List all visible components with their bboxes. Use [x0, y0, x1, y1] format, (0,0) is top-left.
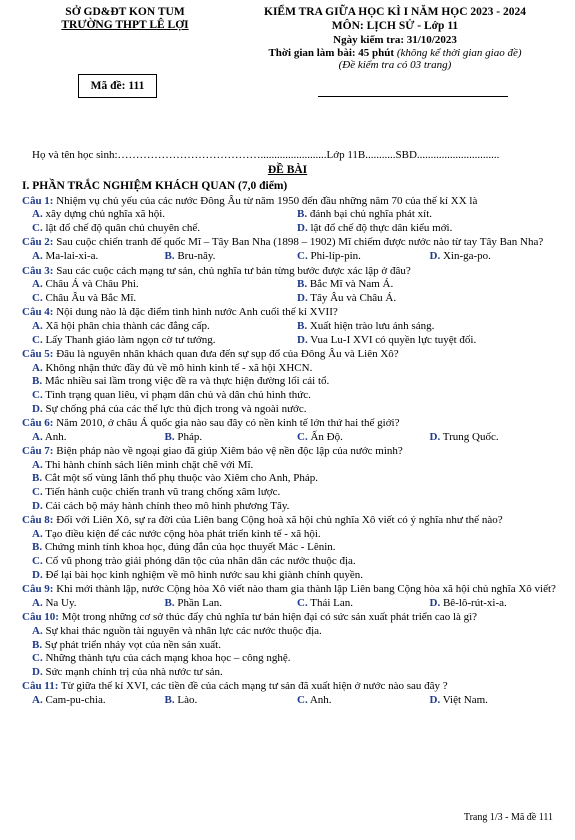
- option-text: Những thành tựu của cách mạng khoa học – công nghệ.: [45, 652, 291, 665]
- question-stem: [22, 611, 562, 625]
- option-text: Sự chống phá của các thế lực thù địch trong và ngoài nước.: [45, 402, 307, 415]
- option-letter: D.: [32, 568, 43, 581]
- option-letter: B.: [164, 430, 175, 443]
- option-text: Cổ vũ phong trào giải phóng dân tộc của nhân dân các nước thuộc địa.: [45, 555, 356, 568]
- option-letter: D.: [32, 499, 43, 512]
- option-d: [430, 597, 563, 611]
- option-letter: B.: [164, 596, 175, 609]
- option-text: Cắt một số vùng lãnh thổ phụ thuộc vào Xiêm cho Anh, Pháp.: [44, 472, 318, 485]
- question-stem: [22, 348, 562, 362]
- question-text: Từ giữa thế kỉ XVI, các tiền đề của cách mạng tư sản đã xuất hiện ở nước nào sau đây ?: [58, 680, 448, 693]
- subject: MÔN: LỊCH SỬ - Lớp 11: [331, 20, 459, 32]
- option-letter: C.: [32, 486, 43, 499]
- question-text: Sau cuộc chiến tranh đế quốc Mĩ – Tây Ban Nha (1898 – 1902) Mĩ chiếm được nước nào từ tay Tây Ban Nha?: [53, 236, 544, 249]
- question-9: [22, 583, 562, 610]
- option-a: [22, 528, 562, 542]
- question-stem: [22, 514, 562, 528]
- question-stem: [22, 583, 562, 597]
- options-row: [22, 431, 562, 445]
- options-row: [22, 250, 562, 264]
- option-text: Chứng minh tính khoa học, đúng đắn của học thuyết Mác - Lênin.: [44, 541, 336, 554]
- option-c: [32, 292, 297, 306]
- option-b: [165, 694, 298, 708]
- option-b: [297, 320, 562, 334]
- exam-title: KIỂM TRA GIỮA HỌC KÌ I NĂM HỌC 2023 - 2024: [264, 6, 526, 18]
- option-text: Bru-nây.: [177, 249, 216, 262]
- option-letter: C.: [297, 430, 308, 443]
- question-number: Câu 10:: [22, 611, 59, 624]
- option-a: [22, 625, 562, 639]
- option-letter: B.: [164, 249, 175, 262]
- option-d: [430, 431, 563, 445]
- option-letter: B.: [32, 541, 43, 554]
- question-text: Biện pháp nào về ngoại giao đã giúp Xiêm bảo vệ nền độc lập của nước mình?: [53, 445, 403, 458]
- option-text: Pháp.: [177, 430, 203, 443]
- option-d: [297, 334, 562, 348]
- option-letter: C.: [297, 693, 308, 706]
- section-title: I. PHẦN TRẮC NGHIỆM KHÁCH QUAN (7,0 điểm): [22, 180, 288, 192]
- option-letter: B.: [32, 472, 43, 485]
- option-text: Châu Âu và Bắc Mĩ.: [45, 291, 137, 304]
- option-text: Việt Nam.: [442, 693, 488, 706]
- option-letter: B.: [297, 208, 308, 221]
- option-text: Na Uy.: [45, 596, 77, 609]
- option-b: [297, 208, 562, 222]
- option-c: [22, 555, 562, 569]
- option-text: Sự khai thác nguồn tài nguyên và nhân lực các nước thuộc địa.: [45, 625, 322, 637]
- option-text: Ma-lai-xi-a.: [45, 249, 99, 262]
- option-d: [297, 222, 562, 236]
- question-text: Một trong những cơ sở thúc đẩy chủ nghĩa tư bản hiện đại có sức sản xuất phát triển cao là gì?: [58, 611, 478, 624]
- option-letter: D.: [32, 402, 43, 415]
- question-5: [22, 348, 562, 416]
- option-letter: C.: [32, 555, 43, 568]
- option-a: [32, 694, 165, 708]
- option-letter: D.: [429, 430, 441, 443]
- option-letter: A.: [32, 430, 43, 443]
- option-text: Lào.: [177, 693, 198, 706]
- option-text: Tình trạng quan liêu, vi phạm dân chủ và dân chủ hình thức.: [45, 388, 311, 401]
- option-text: Thi hành chính sách liên minh chặt chẽ với Mĩ.: [45, 458, 254, 471]
- exam-code-box: Mã đề: 111: [78, 74, 157, 98]
- question-number: Câu 3:: [22, 264, 54, 277]
- time-line: [230, 47, 560, 59]
- options-row: [22, 597, 562, 611]
- question-number: Câu 9:: [22, 583, 54, 596]
- option-c: [297, 250, 430, 264]
- question-stem: [22, 265, 562, 279]
- option-d: [22, 500, 562, 514]
- option-text: Trung Quốc.: [442, 430, 499, 443]
- option-text: Sự phát triển nhảy vọt của nền sản xuất.: [44, 638, 221, 651]
- options-row: [22, 694, 562, 708]
- option-b: [165, 597, 298, 611]
- question-2: [22, 236, 562, 263]
- time-label: Thời gian làm bài: 45 phút: [268, 47, 395, 59]
- option-text: Không nhận thức đầy đủ về mô hình kinh tế - xã hội XHCN.: [45, 361, 313, 374]
- options-row: [22, 222, 562, 236]
- option-d: [430, 250, 563, 264]
- question-text: Khi mới thành lập, nước Cộng hòa Xô viết nào tham gia thành lập Liên bang Cộng hòa xã hội chủ nghĩa Xô viết?: [53, 583, 556, 596]
- page-footer: Trang 1/3 - Mã đề 111: [463, 812, 553, 823]
- options-row: [22, 334, 562, 348]
- option-text: Tiến hành cuộc chiến tranh vũ trang chống xâm lược.: [45, 486, 281, 499]
- option-letter: C.: [32, 333, 43, 346]
- option-text: Vua Lu-I XVI có quyền lực tuyệt đối.: [310, 333, 477, 346]
- option-a: [32, 320, 297, 334]
- question-number: Câu 11:: [22, 680, 59, 693]
- option-text: Châu Á và Châu Phi.: [45, 278, 139, 291]
- option-letter: D.: [429, 693, 441, 706]
- question-11: [22, 680, 562, 707]
- question-4: [22, 306, 562, 347]
- question-text: Đâu là nguyên nhân khách quan đưa đến sự sụp đổ của Đông Âu và Liên Xô?: [53, 348, 399, 361]
- option-letter: C.: [297, 249, 308, 262]
- question-7: [22, 445, 562, 513]
- option-letter: B.: [32, 638, 43, 651]
- option-text: Sức mạnh chính trị của nhà nước tư sản.: [45, 665, 223, 678]
- option-a: [32, 278, 297, 292]
- option-d: [297, 292, 562, 306]
- question-stem: [22, 306, 562, 320]
- option-text: Để lại bài học kinh nghiệm về mô hình nước sau khi giành chính quyền.: [45, 568, 364, 581]
- option-letter: D.: [32, 665, 43, 678]
- time-note: (không kể thời gian giao đề): [394, 47, 522, 59]
- option-text: Ấn Độ.: [310, 430, 343, 443]
- options-row: [22, 278, 562, 292]
- header-divider: [318, 96, 508, 97]
- question-8: [22, 514, 562, 582]
- question-10: [22, 611, 562, 679]
- question-3: [22, 265, 562, 306]
- option-letter: D.: [297, 333, 308, 346]
- option-text: Bê-lô-rút-xi-a.: [442, 596, 507, 609]
- option-text: Tạo điều kiện để các nước cộng hòa phát triển kinh tế - xã hội.: [45, 527, 321, 540]
- option-a: [22, 459, 562, 473]
- option-a: [32, 597, 165, 611]
- option-letter: B.: [297, 319, 308, 332]
- option-letter: A.: [32, 625, 43, 637]
- option-text: Xuất hiện trào lưu ánh sáng.: [309, 319, 435, 332]
- option-c: [32, 334, 297, 348]
- option-text: Xã hội phân chia thành các đẳng cấp.: [45, 319, 210, 332]
- questions-area: [22, 180, 562, 708]
- option-text: đánh bại chủ nghĩa phát xít.: [309, 208, 433, 221]
- option-c: [22, 486, 562, 500]
- option-text: Phi-líp-pin.: [310, 249, 361, 262]
- student-info-line: Họ và tên học sinh:…………………………………........................Lớp 11B...........SBD..............................: [32, 149, 500, 161]
- option-a: [32, 250, 165, 264]
- option-d: [22, 666, 562, 680]
- question-6: [22, 417, 562, 444]
- question-stem: [22, 445, 562, 459]
- option-letter: B.: [164, 693, 175, 706]
- option-text: Thái Lan.: [310, 596, 354, 609]
- option-text: lật đổ chế độ thực dân kiểu mới.: [310, 221, 453, 234]
- option-b: [22, 375, 562, 389]
- option-c: [32, 222, 297, 236]
- question-number: Câu 2:: [22, 236, 54, 249]
- option-text: xây dựng chủ nghĩa xã hội.: [45, 208, 166, 221]
- option-b: [22, 472, 562, 486]
- question-number: Câu 4:: [22, 306, 54, 319]
- option-letter: D.: [429, 249, 441, 262]
- option-text: Tây Âu và Châu Á.: [310, 291, 397, 304]
- option-text: Lấy Thanh giáo làm ngọn cờ tư tưởng.: [45, 333, 216, 346]
- option-text: Cải cách bộ máy hành chính theo mô hình phương Tây.: [45, 499, 290, 512]
- option-letter: C.: [297, 596, 308, 609]
- option-text: Anh.: [44, 430, 67, 443]
- question-1: [22, 195, 562, 236]
- option-letter: A.: [32, 319, 43, 332]
- question-stem: [22, 195, 562, 209]
- option-b: [165, 431, 298, 445]
- option-c: [22, 652, 562, 666]
- question-text: Nhiệm vụ chủ yếu của các nước Đông Âu từ năm 1950 đến đầu những năm 70 của thế kỉ XX là: [53, 194, 478, 207]
- option-letter: A.: [32, 527, 43, 540]
- question-stem: [22, 680, 562, 694]
- option-c: [297, 431, 430, 445]
- option-letter: C.: [32, 652, 43, 665]
- option-text: Mắc nhiều sai lầm trong việc đề ra và thực hiện đường lối cải tổ.: [44, 375, 330, 388]
- option-a: [32, 431, 165, 445]
- option-letter: A.: [32, 458, 43, 471]
- question-number: Câu 7:: [22, 445, 54, 458]
- option-c: [297, 694, 430, 708]
- de-bai-heading: ĐỀ BÀI: [267, 164, 308, 176]
- question-number: Câu 8:: [22, 514, 54, 527]
- option-d: [430, 694, 563, 708]
- option-letter: C.: [32, 291, 43, 304]
- options-row: [22, 208, 562, 222]
- option-text: Xin-ga-po.: [442, 249, 491, 262]
- option-text: Cam-pu-chia.: [45, 693, 106, 706]
- question-text: Năm 2010, ở châu Á quốc gia nào sau đây có nền kinh tế lớn thứ hai thế giới?: [53, 417, 400, 430]
- option-a: [32, 208, 297, 222]
- option-letter: D.: [429, 596, 441, 609]
- option-b: [22, 639, 562, 653]
- option-letter: A.: [32, 693, 43, 706]
- options-row: [22, 292, 562, 306]
- option-letter: B.: [297, 278, 308, 291]
- option-b: [165, 250, 298, 264]
- option-letter: A.: [32, 361, 43, 374]
- option-text: Bắc Mĩ và Nam Á.: [309, 278, 394, 291]
- question-stem: [22, 417, 562, 431]
- option-b: [297, 278, 562, 292]
- option-d: [22, 403, 562, 417]
- department-name: SỞ GD&ĐT KON TUM: [65, 6, 185, 18]
- exam-date: Ngày kiểm tra: 31/10/2023: [333, 34, 457, 46]
- header-left: [30, 6, 220, 31]
- header-right: [230, 6, 560, 71]
- question-number: Câu 5:: [22, 348, 54, 361]
- option-text: Phần Lan.: [177, 596, 222, 609]
- option-b: [22, 541, 562, 555]
- option-d: [22, 569, 562, 583]
- pages-note: (Đề kiểm tra có 03 trang): [338, 59, 452, 71]
- option-a: [22, 362, 562, 376]
- option-letter: A.: [32, 249, 43, 262]
- option-letter: B.: [32, 375, 43, 388]
- option-text: Anh.: [309, 693, 332, 706]
- school-name: TRƯỜNG THPT LÊ LỢI: [61, 19, 189, 31]
- options-row: [22, 320, 562, 334]
- option-letter: A.: [32, 208, 43, 221]
- option-c: [297, 597, 430, 611]
- option-letter: C.: [32, 221, 43, 234]
- option-letter: A.: [32, 278, 43, 291]
- option-c: [22, 389, 562, 403]
- question-stem: [22, 236, 562, 250]
- question-number: Câu 1:: [22, 194, 54, 207]
- question-number: Câu 6:: [22, 417, 54, 430]
- option-text: lật đổ chế độ quân chủ chuyên chế.: [45, 221, 201, 234]
- option-letter: D.: [297, 291, 308, 304]
- question-text: Đối với Liên Xô, sự ra đời của Liên bang Cộng hoà xã hội chủ nghĩa Xô viết có ý nghĩa như thế nào?: [53, 514, 503, 527]
- question-text: Nội dung nào là đặc điểm tình hình nước Anh cuối thế kỉ XVII?: [53, 306, 338, 319]
- option-letter: D.: [297, 221, 308, 234]
- option-letter: A.: [32, 596, 43, 609]
- question-text: Sau các cuộc cách mạng tư sản, chủ nghĩa tư bản từng bước được xác lập ở đâu?: [53, 264, 411, 277]
- option-letter: C.: [32, 388, 43, 401]
